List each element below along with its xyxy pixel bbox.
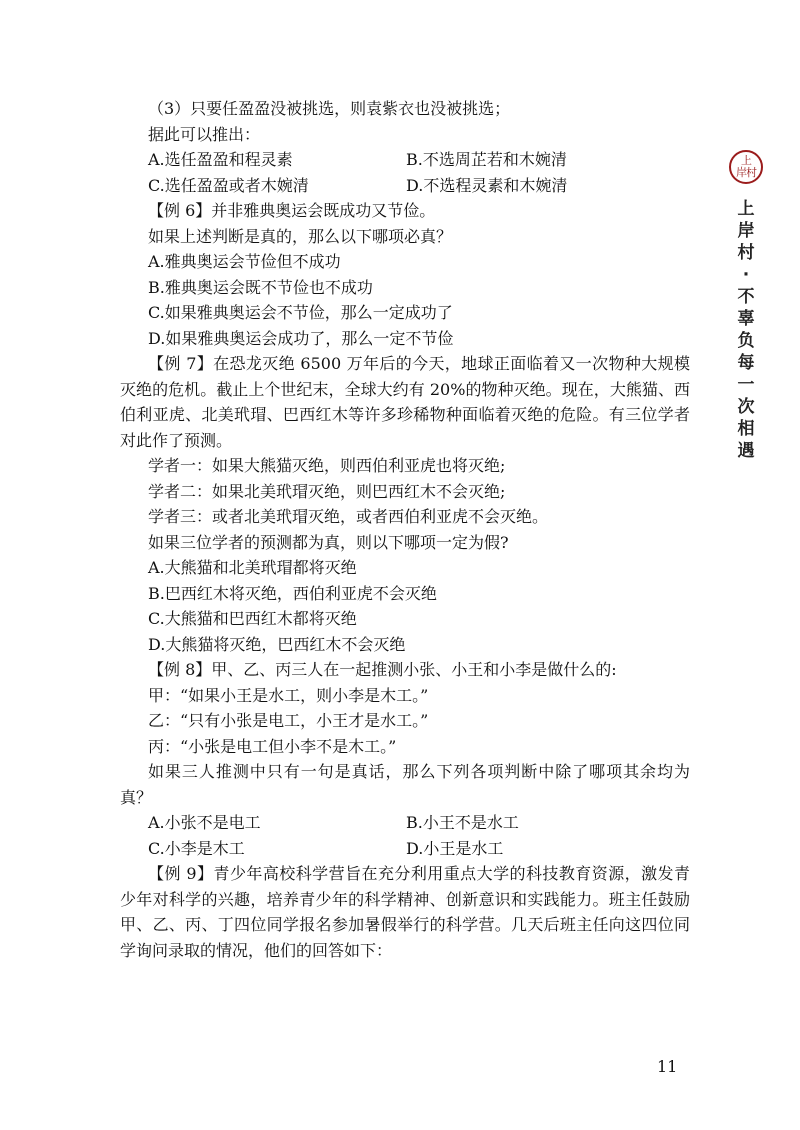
q5-option-c: C.选任盈盈或者木婉清 bbox=[148, 175, 309, 195]
example-7-scholar-3: 学者三：或者北美玳瑁灭绝，或者西伯利亚虎不会灭绝。 bbox=[148, 507, 549, 526]
example-7-scholar-2: 学者二：如果北美玳瑁灭绝，则巴西红木不会灭绝; bbox=[148, 481, 506, 501]
example-8-question: 如果三人推测中只有一句是真话，那么下列各项判断中除了哪项其余均为真？ bbox=[120, 762, 690, 807]
example-7-option-c: C.大熊猫和巴西红木都将灭绝 bbox=[148, 609, 357, 628]
inference-prompt: 据此可以推出： bbox=[148, 124, 261, 144]
example-8-options-row-2 bbox=[120, 836, 690, 862]
example-8-option-b: B.小王不是水工 bbox=[406, 813, 519, 832]
q5-options-row-2 bbox=[120, 173, 690, 199]
condition-3: （3）只要任盈盈没被挑选，则袁紫衣也没被挑选； bbox=[148, 99, 511, 118]
page-body bbox=[120, 96, 690, 963]
example-8-option-d: D.小王是水工 bbox=[406, 838, 504, 858]
example-8-title: 【例 8】甲、乙、丙三人在一起推测小张、小王和小李是做什么的: bbox=[148, 660, 617, 679]
brand-sidebar bbox=[726, 150, 766, 462]
example-7-scholar-1: 学者一：如果大熊猫灭绝，则西伯利亚虎也将灭绝; bbox=[148, 456, 506, 475]
example-9-paragraph: 【例 9】青少年高校科学营旨在充分利用重点大学的科技教育资源，激发青少年对科学的兴趣，培养青少年的科学精神、创新意识和实践能力。班主任鼓励甲、乙、丙、丁四位同学报名参加暑假举行的科学营。几天后班主任向这四位同学询问录取的情况，他们的回答如下： bbox=[120, 864, 690, 960]
example-7-option-a: A.大熊猫和北美玳瑁都将灭绝 bbox=[148, 558, 357, 577]
example-8-statement-jia: 甲：“如果小王是水工，则小李是木工。” bbox=[148, 685, 429, 705]
example-7-question: 如果三位学者的预测都为真，则以下哪项一定为假? bbox=[148, 532, 509, 552]
q5-option-a: A.选任盈盈和程灵素 bbox=[148, 150, 293, 169]
example-6-option-a: A.雅典奥运会节俭但不成功 bbox=[148, 252, 341, 271]
example-6-option-b: B.雅典奥运会既不节俭也不成功 bbox=[148, 277, 373, 297]
example-6-option-d: D.如果雅典奥运会成功了，那么一定不节俭 bbox=[148, 328, 454, 348]
example-8-statement-yi: 乙：“只有小张是电工，小王才是水工。” bbox=[148, 711, 429, 730]
example-6-option-c: C.如果雅典奥运会不节俭，那么一定成功了 bbox=[148, 303, 453, 322]
example-7-paragraph: 【例 7】在恐龙灭绝 6500 万年后的今天，地球正面临着又一次物种大规模灭绝的危机。截止上个世纪末，全球大约有 20%的物种灭绝。现在，大熊猫、西伯利亚虎、北美玳瑁、巴西红木等许多珍稀物种面临着灭绝的危险。有三位学者对此作了预测。 bbox=[120, 354, 690, 450]
example-8-option-a: A.小张不是电工 bbox=[148, 813, 261, 832]
example-8-option-c: C.小李是木工 bbox=[148, 838, 245, 858]
brand-seal-logo: 上 岸村 bbox=[729, 150, 763, 184]
example-6-question: 如果上述判断是真的，那么以下哪项必真？ bbox=[148, 226, 453, 246]
example-7-option-b: B.巴西红木将灭绝，西伯利亚虎不会灭绝 bbox=[148, 583, 437, 603]
brand-slogan: 上 岸 村 · 不 辜 负 每 一 次 相 遇 bbox=[737, 199, 755, 461]
q5-option-d: D.不选程灵素和木婉清 bbox=[406, 175, 568, 195]
page-number: 11 bbox=[657, 1057, 678, 1076]
q5-option-b: B.不选周芷若和木婉清 bbox=[406, 150, 567, 169]
example-8-statement-bing: 丙：“小张是电工但小李不是木工。” bbox=[148, 736, 397, 756]
q5-options-row-1 bbox=[120, 147, 690, 173]
example-8-options-row-1 bbox=[120, 810, 690, 836]
example-7-option-d: D.大熊猫将灭绝，巴西红木不会灭绝 bbox=[148, 634, 406, 654]
example-6-title: 【例 6】并非雅典奥运会既成功又节俭。 bbox=[148, 201, 436, 220]
